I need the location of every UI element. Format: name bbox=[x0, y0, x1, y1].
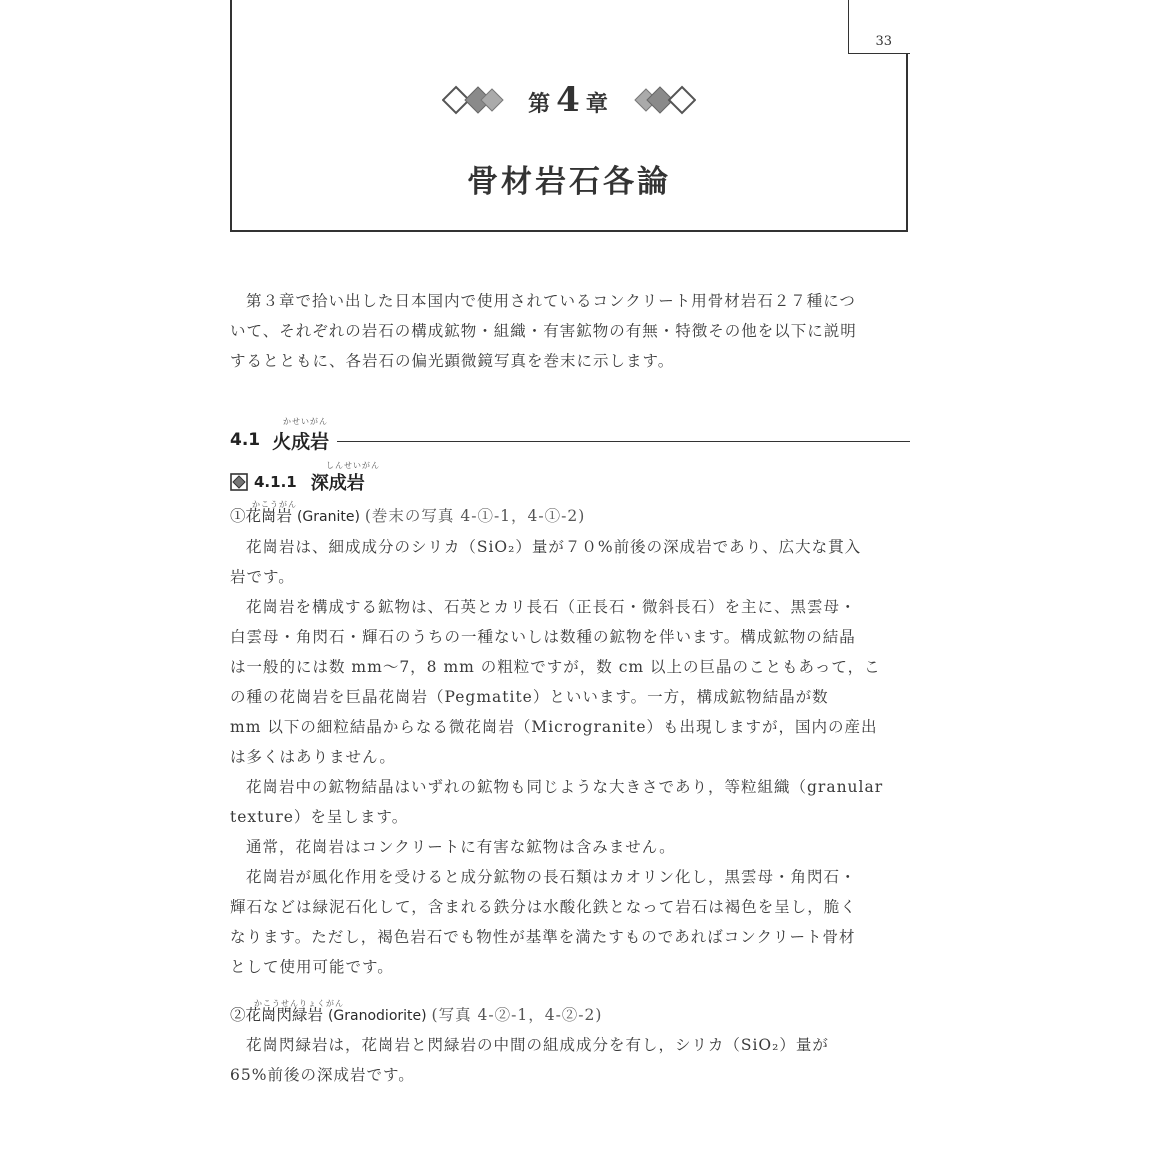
item-granite-heading bbox=[230, 502, 585, 530]
body-line: 白雲母・角閃石・輝石のうちの一種ないしは数種の鉱物を伴います。構成鉱物の結晶 bbox=[230, 628, 856, 646]
diamond-ornament-right-icon bbox=[632, 85, 696, 115]
body-line: 花崗岩が風化作用を受けると成分鉱物の長石類はカオリン化し，黒雲母・角閃石・ bbox=[246, 868, 857, 886]
body-line: mm 以下の細粒結晶からなる微花崗岩（Microgranite）も出現しますが，国内の産出 bbox=[230, 718, 878, 736]
item-granodiorite-heading bbox=[230, 1001, 602, 1029]
item2-ruby: かこうせんりょくがん bbox=[254, 999, 344, 1008]
body-line: 通常，花崗岩はコンクリートに有害な鉱物は含みません。 bbox=[246, 838, 676, 856]
chapter-number: 4 bbox=[556, 80, 582, 120]
body-line: 輝石などは緑泥石化して，含まれる鉄分は水酸化鉄となって岩石は褐色を呈し，脆く bbox=[230, 898, 857, 916]
section-4-1-ruby: かせいがん bbox=[283, 417, 328, 426]
body-line: として使用可能です。 bbox=[230, 958, 394, 976]
intro-line: いて、それぞれの岩石の構成鉱物・組織・有害鉱物の有無・特徴その他を以下に説明 bbox=[230, 322, 857, 340]
body-line: 花崗岩を構成する鉱物は、石英とカリ長石（正長石・微斜長石）を主に、黒雲母・ bbox=[246, 598, 857, 616]
item1-ruby: かこうがん bbox=[252, 500, 297, 509]
chapter-number-label bbox=[528, 80, 610, 120]
chapter-title: 骨材岩石各論 bbox=[467, 164, 671, 200]
intro-line: するとともに、各岩石の偏光顕微鏡写真を巻末に示します。 bbox=[230, 352, 675, 370]
item-english-name: (Granodiorite) bbox=[327, 1008, 427, 1024]
body-line: は一般的には数 mm〜7，8 mm の粗粒ですが，数 cm 以上の巨晶のこともあって，こ bbox=[230, 658, 881, 676]
intro-line: 第３章で拾い出した日本国内で使用されているコンクリート用骨材岩石２７種につ bbox=[246, 292, 856, 310]
subsection-title: 深成岩 bbox=[310, 473, 365, 494]
body-line: なります。ただし，褐色岩石でも物性が基準を満たすものであればコンクリート骨材 bbox=[230, 928, 856, 946]
section-rule bbox=[337, 441, 910, 442]
body-line: 岩です。 bbox=[230, 568, 295, 586]
item-english-name: (Granite) bbox=[296, 509, 360, 525]
section-4-1-1-ruby: しんせいがん bbox=[326, 461, 380, 470]
section-4-1-heading bbox=[230, 424, 910, 456]
chapter-header-box bbox=[230, 0, 908, 232]
body-line: は多くはありません。 bbox=[230, 748, 396, 766]
intro-paragraph bbox=[230, 286, 910, 376]
chapter-heading-row bbox=[232, 80, 906, 120]
page-number-tab bbox=[848, 0, 910, 54]
body-line: 花崗閃緑岩は，花崗岩と閃緑岩の中間の組成成分を有し，シリカ（SiO₂）量が bbox=[246, 1036, 829, 1054]
page-number: 33 bbox=[875, 34, 892, 49]
granite-description bbox=[230, 532, 910, 982]
item-name: ②花崗閃緑岩 bbox=[230, 1006, 324, 1024]
section-4-1-1-heading bbox=[230, 466, 365, 498]
body-line: 花崗岩中の鉱物結晶はいずれの鉱物も同じような大きさであり，等粒組織（granular bbox=[246, 778, 884, 796]
item-name: ①花崗岩 bbox=[230, 507, 293, 525]
item-photo-reference: (写真 4-②-1，4-②-2) bbox=[431, 1006, 603, 1024]
granodiorite-description bbox=[230, 1030, 910, 1090]
subsection-number: 4.1.1 bbox=[254, 473, 297, 491]
body-line: 花崗岩は、細成成分のシリカ（SiO₂）量が７０%前後の深成岩であり、広大な貫入 bbox=[246, 538, 862, 556]
body-line: texture）を呈します。 bbox=[230, 808, 409, 826]
body-line: 65%前後の深成岩です。 bbox=[230, 1066, 415, 1084]
diamond-ornament-left-icon bbox=[442, 85, 506, 115]
item-photo-reference: (巻末の写真 4-①-1，4-①-2) bbox=[364, 507, 586, 525]
diamond-in-square-icon bbox=[230, 473, 248, 491]
chapter-prefix: 第 bbox=[528, 91, 553, 117]
section-title: 火成岩 bbox=[272, 430, 330, 453]
body-line: の種の花崗岩を巨晶花崗岩（Pegmatite）といいます。一方，構成鉱物結晶が数 bbox=[230, 688, 829, 706]
section-number: 4.1 bbox=[230, 430, 261, 450]
chapter-suffix: 章 bbox=[585, 91, 610, 117]
